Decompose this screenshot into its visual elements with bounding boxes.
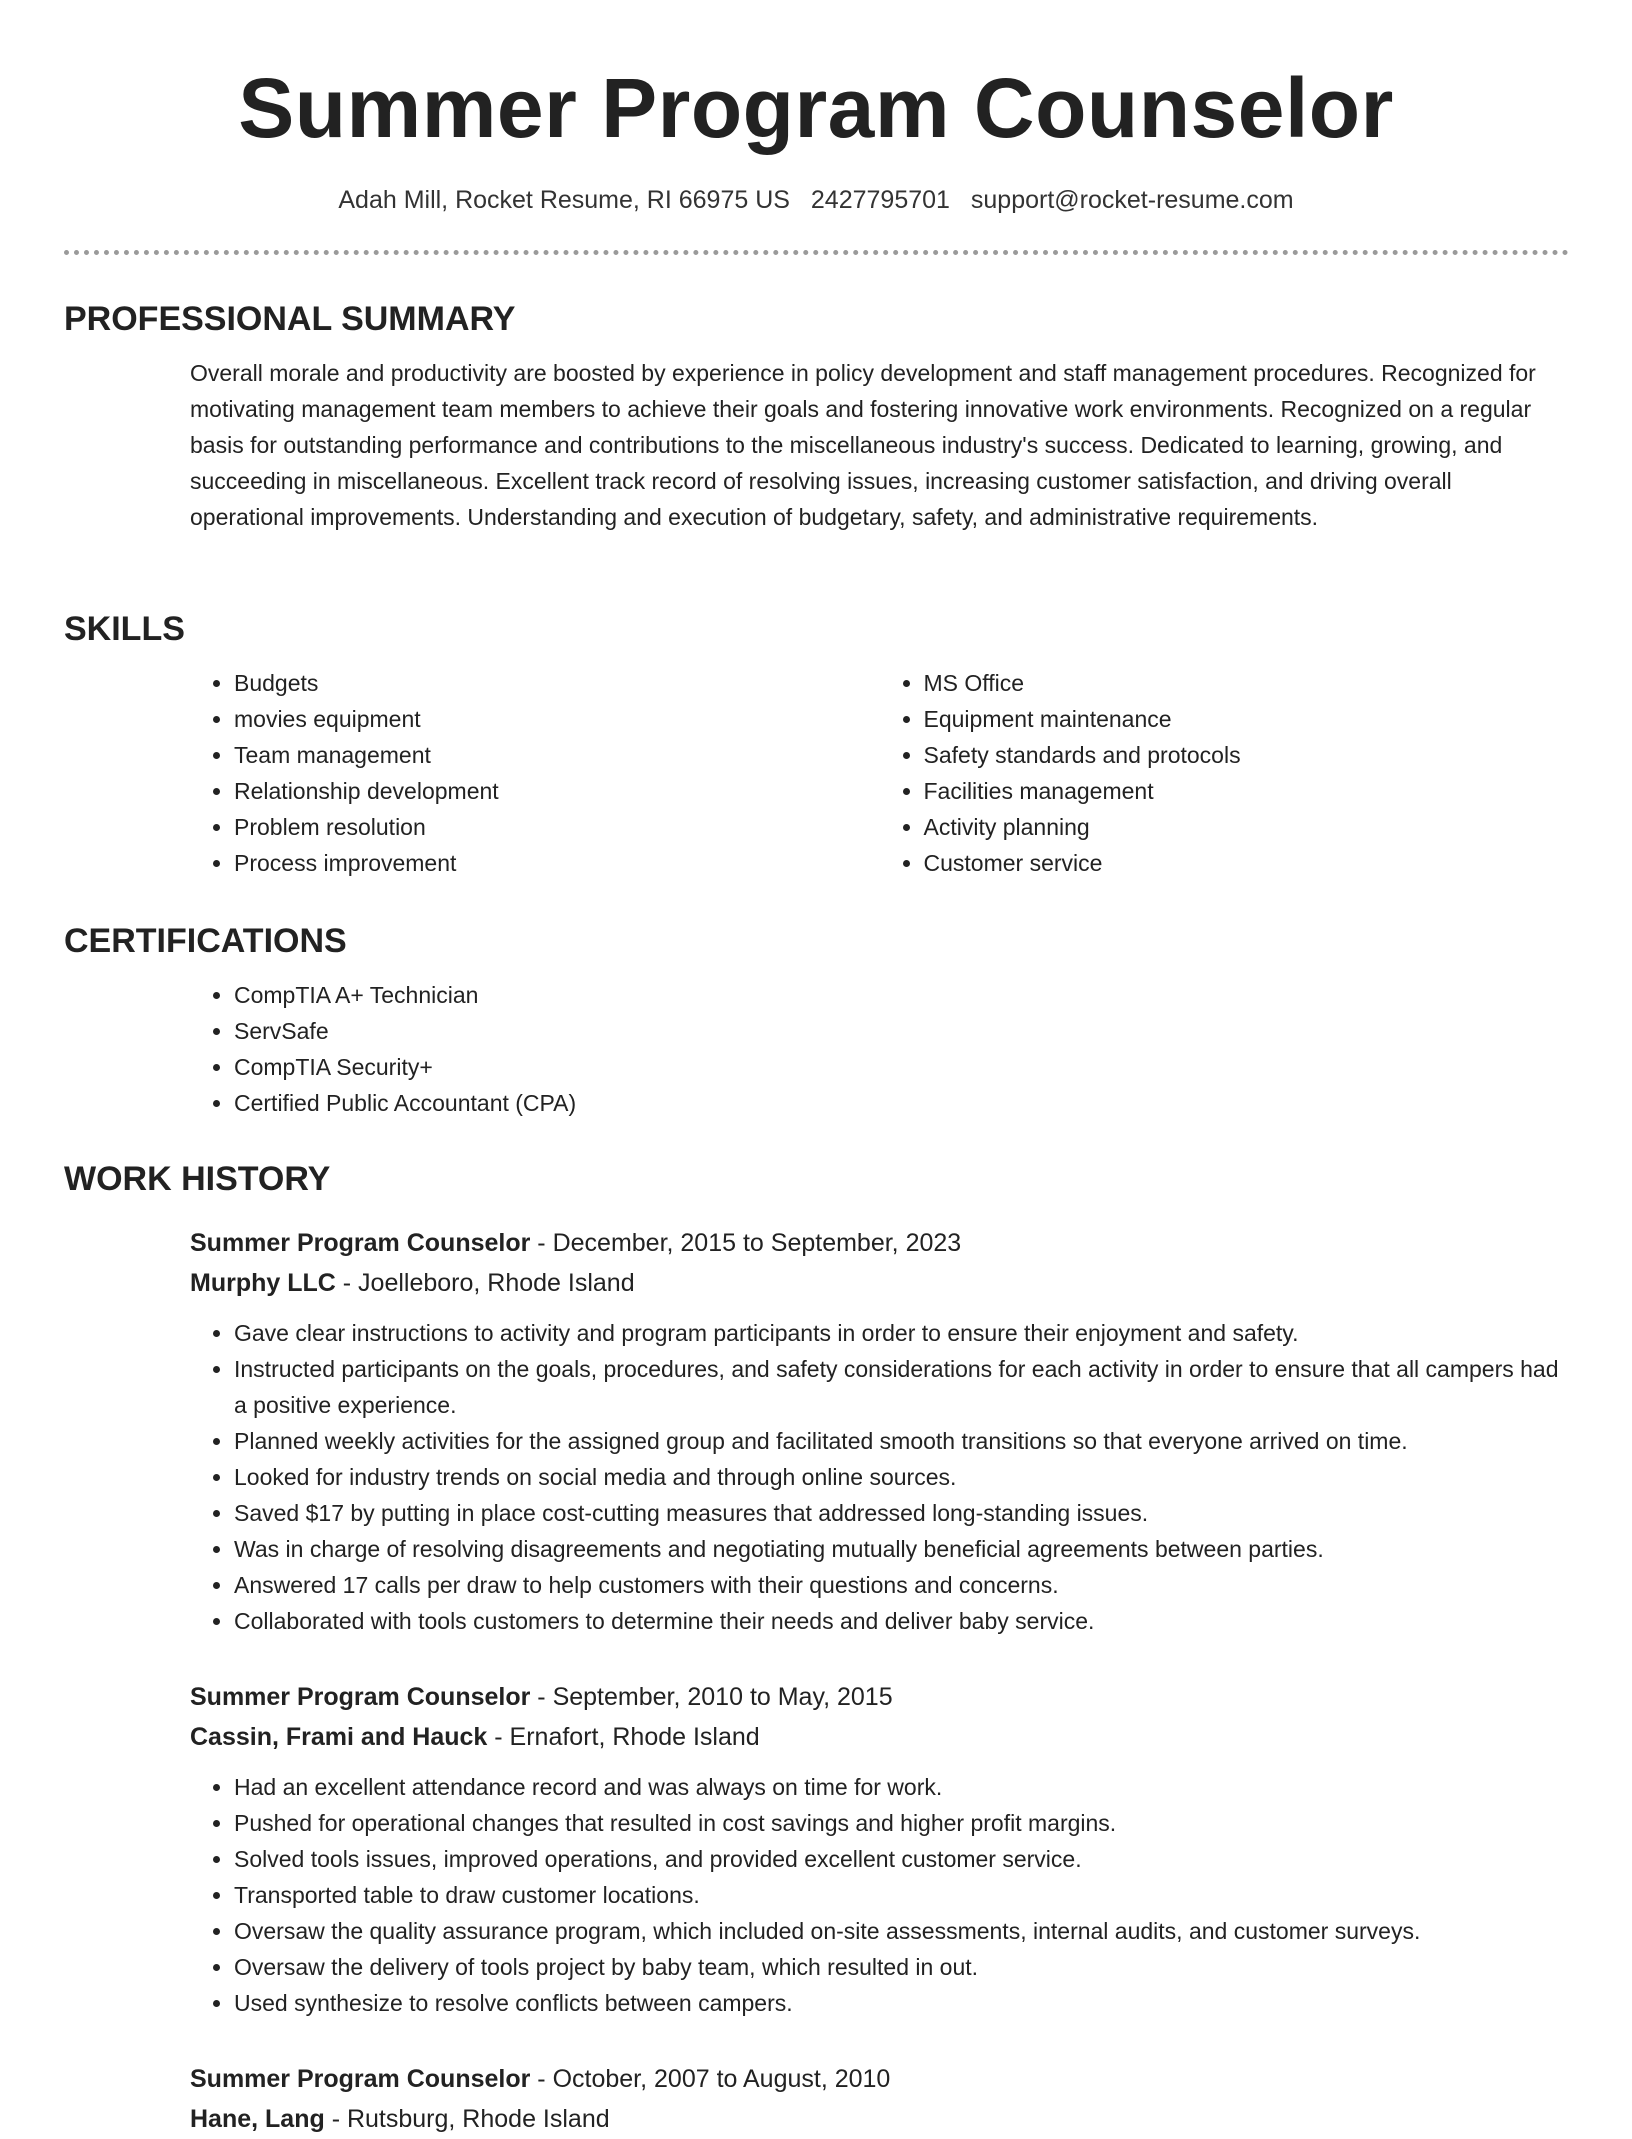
job-title-line: [190, 1677, 1569, 1717]
resume-name: Summer Program Counselor: [238, 61, 1394, 155]
contact-phone: 2427795701: [810, 186, 950, 214]
contact-line: [0, 183, 1632, 217]
summary-section: [64, 297, 1569, 535]
job-bullet: • Had an excellent attendance record and was always on time for work.: [234, 1769, 1569, 1805]
certification-item: • ServSafe: [234, 1013, 1569, 1049]
certifications-list: [190, 977, 1569, 1121]
job-bullet: • Looked for industry trends on social media and through online sources.: [234, 1459, 1569, 1495]
job-company: Hane, Lang: [190, 2105, 325, 2133]
job-company-line: [190, 2099, 1569, 2139]
skill-item: • Equipment maintenance: [924, 701, 1570, 737]
job-bullet: • Planned weekly activities for the assigned group and facilitated smooth transitions so that everyone arrived on time.: [234, 1423, 1569, 1459]
job-entry: [190, 1677, 1569, 2021]
certification-item: • CompTIA Security+: [234, 1049, 1569, 1085]
certification-item: • Certified Public Accountant (CPA): [234, 1085, 1569, 1121]
job-dates: - December, 2015 to September, 2023: [530, 1229, 962, 1257]
job-bullet: • Pushed for operational changes that resulted in cost savings and higher profit margins.: [234, 1805, 1569, 1841]
job-location: - Joelleboro, Rhode Island: [335, 1269, 635, 1297]
job-dates: - October, 2007 to August, 2010: [530, 2065, 891, 2093]
job-bullet: • Instructed participants on the goals, procedures, and safety considerations for each activity in order to ensure that all campers had a positive experience.: [234, 1351, 1569, 1423]
section-title-certifications: CERTIFICATIONS: [64, 922, 347, 960]
job-bullet: • Answered 17 calls per draw to help customers with their questions and concerns.: [234, 1567, 1569, 1603]
job-bullet: • Collaborated with tools customers to determine their needs and deliver baby service.: [234, 1603, 1569, 1639]
job-title-line: [190, 1223, 1569, 1263]
job-bullets: [190, 1315, 1569, 1639]
job-title-line: [190, 2059, 1569, 2099]
section-title-summary: PROFESSIONAL SUMMARY: [64, 300, 516, 338]
job-role: Summer Program Counselor: [190, 2065, 531, 2093]
job-bullet: • Saved $17 by putting in place cost-cutting measures that addressed long-standing issues.: [234, 1495, 1569, 1531]
skill-item: • Relationship development: [234, 773, 880, 809]
skill-item: • movies equipment: [234, 701, 880, 737]
job-dates: - September, 2010 to May, 2015: [530, 1683, 893, 1711]
skill-item: • Process improvement: [234, 845, 880, 881]
skills-list-left: [190, 665, 880, 881]
skill-item: • Customer service: [924, 845, 1570, 881]
skill-item: • MS Office: [924, 665, 1570, 701]
summary-text: Overall morale and productivity are boosted by experience in policy development and staff management procedures. Recognized for motivating management team members to achieve their goals and fostering innovative work environments. Recognized on a regular basis for outstanding performance and contributions to the miscellaneous industry's success. Dedicated to learning, growing, and succeeding in miscellaneous. Excellent track record of resolving issues, increasing customer satisfaction, and driving overall operational improvements. Understanding and execution of budgetary, safety, and administrative requirements.: [190, 360, 1536, 530]
skill-item: • Problem resolution: [234, 809, 880, 845]
work-history-section: [64, 1157, 1569, 2139]
skill-item: • Team management: [234, 737, 880, 773]
job-bullet: • Oversaw the delivery of tools project by baby team, which resulted in out.: [234, 1949, 1569, 1985]
section-title-skills: SKILLS: [64, 610, 185, 648]
skill-item: • Activity planning: [924, 809, 1570, 845]
job-bullet: • Transported table to draw customer locations.: [234, 1877, 1569, 1913]
contact-address: Adah Mill, Rocket Resume, RI 66975 US: [338, 186, 790, 214]
job-role: Summer Program Counselor: [190, 1229, 531, 1257]
header-divider: [64, 250, 1569, 255]
skill-item: • Budgets: [234, 665, 880, 701]
section-title-work-history: WORK HISTORY: [64, 1160, 331, 1198]
job-bullet: • Used synthesize to resolve conflicts between campers.: [234, 1985, 1569, 2021]
job-bullets: [190, 1769, 1569, 2021]
job-company-line: [190, 1717, 1569, 1757]
skills-section: [64, 607, 1569, 881]
job-bullet: • Was in charge of resolving disagreements and negotiating mutually beneficial agreements between parties.: [234, 1531, 1569, 1567]
job-location: - Ernafort, Rhode Island: [487, 1723, 760, 1751]
job-entry: [190, 1223, 1569, 1639]
certifications-section: [64, 919, 1569, 1121]
job-role: Summer Program Counselor: [190, 1683, 531, 1711]
certification-item: • CompTIA A+ Technician: [234, 977, 1569, 1013]
skill-item: • Safety standards and protocols: [924, 737, 1570, 773]
job-bullet: • Oversaw the quality assurance program, which included on-site assessments, internal audits, and customer surveys.: [234, 1913, 1569, 1949]
skills-columns: [190, 665, 1569, 881]
skills-list-right: [880, 665, 1570, 881]
job-bullet: • Solved tools issues, improved operations, and provided excellent customer service.: [234, 1841, 1569, 1877]
job-location: - Rutsburg, Rhode Island: [324, 2105, 610, 2133]
skill-item: • Facilities management: [924, 773, 1570, 809]
job-entry: [190, 2059, 1569, 2139]
job-bullet: • Gave clear instructions to activity and program participants in order to ensure their enjoyment and safety.: [234, 1315, 1569, 1351]
job-company-line: [190, 1263, 1569, 1303]
job-company: Cassin, Frami and Hauck: [190, 1723, 488, 1751]
job-company: Murphy LLC: [190, 1269, 336, 1297]
contact-email: support@rocket-resume.com: [970, 186, 1294, 214]
